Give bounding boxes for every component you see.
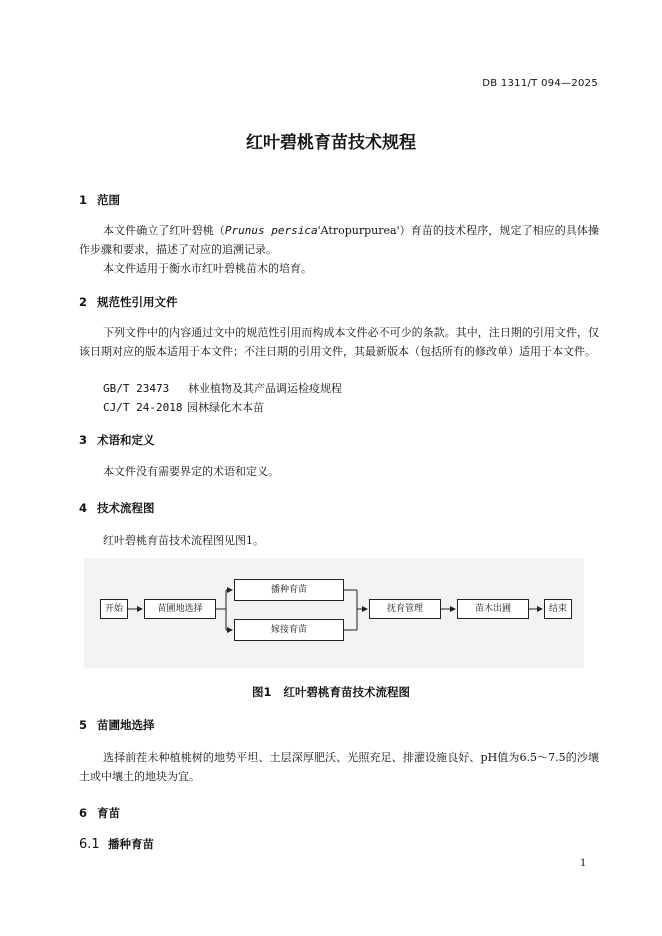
- figure-label: 图1: [251, 685, 272, 699]
- flow-node-outplanting: 苗木出圃: [457, 599, 529, 619]
- section-title: 育苗: [97, 806, 120, 820]
- section-3-paragraph-1: 本文件没有需要界定的术语和定义。: [103, 465, 279, 478]
- flow-node-grafting: 嫁接育苗: [234, 619, 344, 641]
- section-number: 6: [79, 806, 88, 820]
- section-1-paragraph-1: [79, 221, 599, 259]
- section-number: 3: [79, 433, 88, 447]
- reference-item: [103, 380, 342, 396]
- section-title: 术语和定义: [97, 433, 155, 447]
- section-3-heading: [79, 432, 155, 448]
- section-number: 2: [79, 295, 88, 309]
- section-2-heading: [79, 294, 178, 310]
- reference-name: 林业植物及其产品调运检疫规程: [188, 382, 342, 395]
- section-title: 苗圃地选择: [97, 718, 155, 732]
- reference-code: GB/T 23473: [103, 382, 170, 395]
- flow-node-end: 结束: [544, 599, 572, 619]
- section-title: 技术流程图: [97, 501, 155, 515]
- reference-name: 园林绿化木本苗: [187, 401, 264, 414]
- subsection-title: 播种育苗: [108, 837, 154, 851]
- section-1-heading: [79, 192, 120, 208]
- section-1-paragraph-2: 本文件适用于衡水市红叶碧桃苗木的培育。: [103, 262, 312, 275]
- text: 本文件确立了红叶碧桃（: [103, 224, 225, 237]
- section-5-heading: [79, 717, 155, 733]
- section-number: 1: [79, 193, 88, 207]
- section-4-heading: [79, 500, 155, 516]
- flow-node-site-selection: 苗圃地选择: [144, 599, 216, 619]
- flow-node-nursing: 抚育管理: [369, 599, 441, 619]
- subsection-number: 6.1: [79, 837, 100, 852]
- section-5-paragraph-1: 选择前茬未种植桃树的地势平坦、土层深厚肥沃、光照充足、排灌设施良好、pH值为6.5～7.5的沙壤土或中壤土的地块为宜。: [79, 751, 599, 783]
- flow-node-start: 开始: [100, 599, 128, 619]
- text: 'Atropurpurea'）育苗的技术程序，规定了相应的具体操作步骤和要求，描述了对应的追溯记录。: [79, 224, 599, 256]
- page-number: 1: [580, 858, 587, 869]
- section-6-heading: [79, 805, 120, 821]
- reference-code: CJ/T 24-2018: [103, 401, 183, 414]
- section-2-paragraph-1: 下列文件中的内容通过文中的规范性引用而构成本文件必不可少的条款。其中，注日期的引用文件，仅该日期对应的版本适用于本文件；不注日期的引用文件，其最新版本（包括所有的修改单）适用于本文件。: [79, 326, 599, 358]
- section-title: 范围: [97, 193, 120, 207]
- subsection-6-1-heading: [79, 836, 154, 852]
- flow-node-seeding: 播种育苗: [234, 579, 344, 601]
- section-4-paragraph-1: 红叶碧桃育苗技术流程图见图1。: [103, 534, 264, 547]
- section-title: 规范性引用文件: [97, 295, 178, 309]
- section-number: 5: [79, 718, 88, 732]
- figure-title: 红叶碧桃育苗技术流程图: [283, 685, 410, 699]
- document-number: DB 1311/T 094—2025: [482, 78, 598, 89]
- reference-item: [103, 399, 264, 415]
- latin-name: Prunus persica: [224, 224, 318, 237]
- document-title: 红叶碧桃育苗技术规程: [246, 133, 416, 153]
- flowchart-diagram: [84, 558, 584, 668]
- section-number: 4: [79, 501, 88, 515]
- figure-caption: [0, 684, 662, 700]
